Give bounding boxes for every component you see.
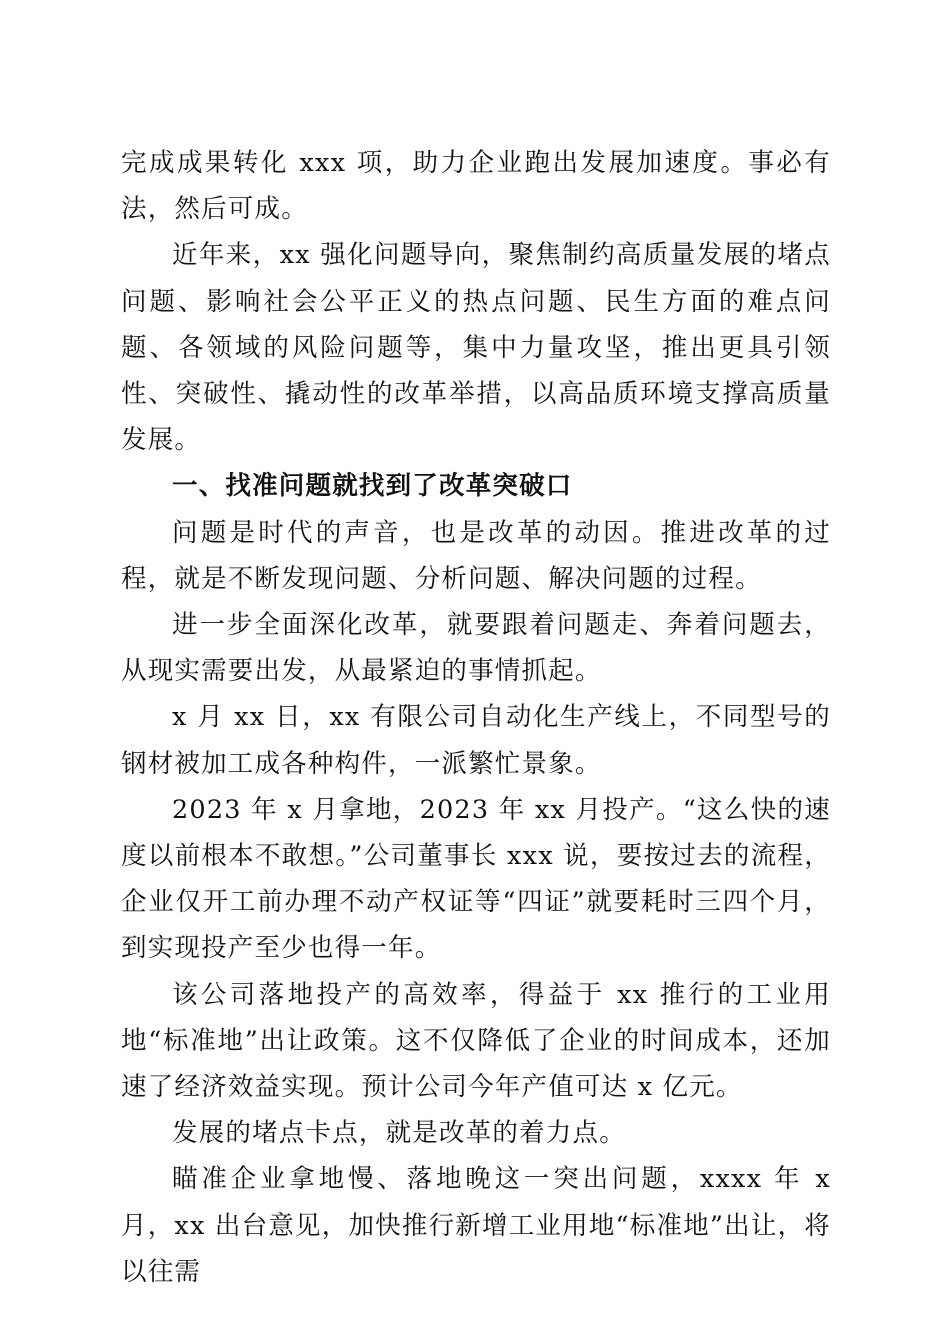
paragraph: 该公司落地投产的高效率，得益于 xx 推行的工业用地“标准地”出让政策。这不仅降低了企业的时间成本，还加速了经济效益实现。预计公司今年产值可达 x 亿元。 [121,979,831,1103]
document-body [121,140,831,1295]
section-heading: 一、找准问题就找到了改革突破口 [172,471,573,502]
paragraph: 问题是时代的声音，也是改革的动因。推进改革的过程，就是不断发现问题、分析问题、解决问题的过程。 [121,517,831,594]
paragraph: 进一步全面深化改革，就要跟着问题走、奔着问题去，从现实需要出发，从最紧迫的事情抓起。 [121,610,831,687]
paragraph: 瞄准企业拿地慢、落地晚这一突出问题，xxxx 年 x 月，xx 出台意见，加快推行新增工业用地“标准地”出让，将以往需 [121,1164,831,1287]
paragraph: 发展的堵点卡点，就是改革的着力点。 [172,1118,626,1149]
paragraph-intro: 近年来，xx 强化问题导向，聚焦制约高质量发展的堵点问题、影响社会公平正义的热点问题、民生方面的难点问题、各领域的风险问题等，集中力量攻坚，推出更具引领性、突破性、撬动性的改革举措，以高品质环境支撑高质量发展。 [121,240,831,456]
paragraph: x 月 xx 日，xx 有限公司自动化生产线上，不同型号的钢材被加工成各种构件，一派繁忙景象。 [121,702,831,779]
paragraph: 2023 年 x 月拿地，2023 年 xx 月投产。“这么快的速度以前根本不敢想。”公司董事长 xxx 说，要按过去的流程，企业仅开工前办理不动产权证等“四证”就要耗时三四个月，到实现投产至少也得一年。 [121,794,831,964]
paragraph-continuation: 完成成果转化 xxx 项，助力企业跑出发展加速度。事必有法，然后可成。 [121,148,831,225]
